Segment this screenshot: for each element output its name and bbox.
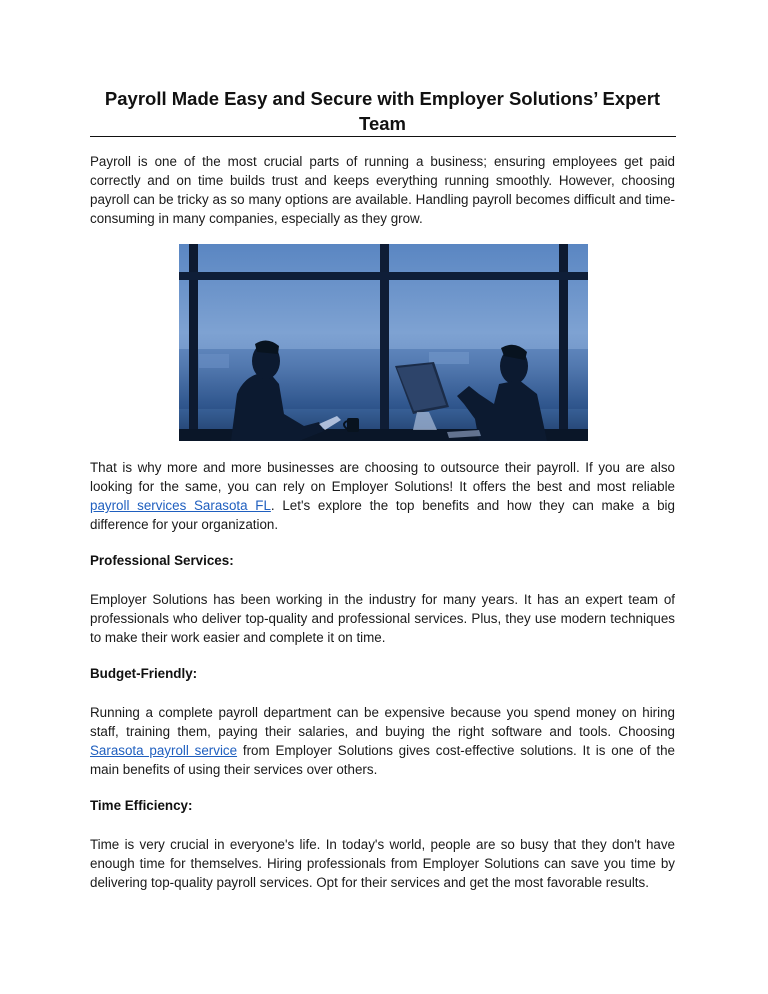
- section-body-budget-friendly: [90, 703, 675, 779]
- meeting-photo: [179, 244, 588, 441]
- budget-text-after: from Employer Solutions gives cost-effective solutions. It is one of the main benefits of using their services over others.: [90, 743, 675, 777]
- budget-text-before: Running a complete payroll department can be expensive because you spend money on hiring staff, training them, paying their salaries, and buying the right software and tools. Choosing: [90, 705, 675, 739]
- sarasota-payroll-service-link[interactable]: Sarasota payroll service: [90, 743, 238, 758]
- section-heading-professional-services: Professional Services:: [90, 553, 234, 568]
- section-heading-budget-friendly: Budget-Friendly:: [90, 666, 198, 681]
- payroll-services-sarasota-link[interactable]: payroll services Sarasota FL: [90, 498, 271, 513]
- title-divider: [90, 136, 676, 137]
- section-body-professional-services: Employer Solutions has been working in the industry for many years. It has an expert team of professionals who deliver top-quality and professional services. Plus, they use modern techniques to make their work easier and complete it on time.: [90, 592, 675, 645]
- page-title: Payroll Made Easy and Secure with Employer Solutions’ Expert Team: [104, 88, 661, 134]
- outsource-text-after: . Let's explore the top benefits and how they can make a big difference for your organization.: [90, 498, 675, 532]
- outsource-text-before: That is why more and more businesses are choosing to outsource their payroll. If you are also looking for the same, you can rely on Employer Solutions! It offers the best and most reliable: [90, 460, 675, 494]
- section-heading-time-efficiency: Time Efficiency:: [90, 798, 193, 813]
- photo-icon: [179, 244, 588, 441]
- intro-paragraph: Payroll is one of the most crucial parts of running a business; ensuring employees get paid correctly and on time builds trust and keeps everything running smoothly. However, choosing payroll can be tricky as so many options are available. Handling payroll becomes difficult and time-consuming in many companies, especially as they grow.: [90, 154, 675, 226]
- outsource-paragraph: [90, 458, 675, 534]
- section-body-time-efficiency: Time is very crucial in everyone's life. In today's world, people are so busy that they don't have enough time for themselves. Hiring professionals from Employer Solutions can save you time by delivering top-quality payroll services. Opt for their services and get the most favorable results.: [90, 837, 675, 890]
